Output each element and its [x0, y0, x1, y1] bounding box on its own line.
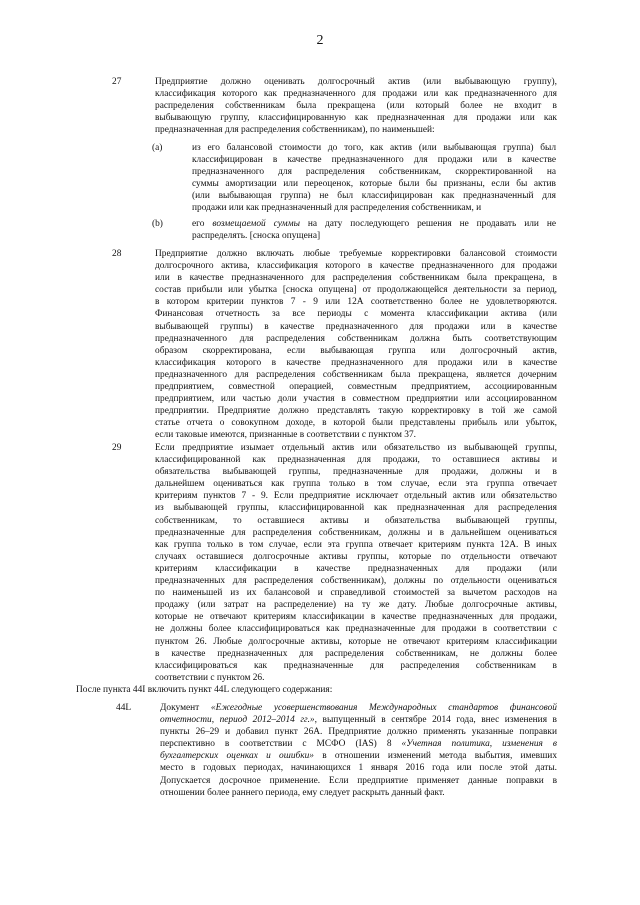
emphasis-text: «Ежегодные усовершенствования Международных стандартов финансовой: [210, 703, 557, 713]
text-line: предназначенного для распределения собственникам, скорректированной на: [192, 167, 556, 178]
text-line: предприятии. Предприятие должно представлять такую корректировку в той же самой: [155, 406, 557, 417]
text-line: из выбывающей группы, классифицированной как предназначенная для распределения: [155, 503, 557, 514]
text-line: предназначенного для распределения собственникам была прекращена, является дочерним: [155, 369, 557, 380]
subitem-a: [192, 142, 556, 215]
text-line: предприятием, или частью доли участия в совместном предприятии или ассоциированном: [155, 394, 557, 405]
text-line: Предприятие должно оценивать долгосрочный актив (или выбывающую группу),: [155, 77, 557, 87]
paragraph-27: [155, 76, 557, 136]
text-line: предназначенная для распределения собственникам), по наименьшей:: [155, 125, 435, 136]
text-line: выбывающую группу, классифицированную как предназначенная для продажи или как: [155, 113, 557, 124]
page-number: 2: [316, 33, 324, 48]
text-line: Предприятие должно включать любые требуемые корректировки балансовой стоимости: [155, 249, 557, 259]
text-line: место в годовых периодах, начинающихся 1 января 2016 года или после этой даты.: [160, 763, 557, 774]
text-line: не должны более классифицироваться как предназначенные для продажи в соответствии с: [155, 624, 557, 635]
text-run: на дату последующего решения не продавать или не: [299, 219, 556, 229]
text-line: пункты 26–29 и добавил пункт 26А. Предприятие должно применять указанные поправки: [160, 727, 557, 738]
text-line: классифицированной как предназначенная для продажи, то оставшиеся активы и: [155, 455, 557, 466]
text-line: состав прибыли или убытка [сноска опущена] от продолжающейся деятельности за период,: [155, 285, 557, 296]
text-line: предназначенные для распределения собственникам, должны и в дальнейшем оцениваться: [155, 527, 557, 538]
text-line: пунктом 26. Любые долгосрочные активы, которые не отвечают критериям классификации: [155, 636, 557, 647]
text-line: Если предприятие изымает отдельный актив или обязательство из выбывающей группы,: [155, 443, 557, 453]
paragraph-number-27: 27: [112, 77, 122, 87]
text-run: , выпущенный в сентябре 2014 года, внес изменения в: [314, 715, 557, 726]
insertion-instruction: После пункта 44I включить пункт 44L следующего содержания:: [76, 685, 333, 695]
text-line: выбывающей группы) в качестве предназначенного для продажи или в качестве: [155, 321, 557, 332]
text-run: в отношении изменений метода выбытия, имевших: [314, 751, 558, 762]
text-line: классифицирован в качестве предназначенного для продажи или в качестве: [192, 155, 556, 166]
text-line: случаях оставшиеся долгосрочные активы группы, которые по отдельности отвечают: [155, 551, 557, 562]
text-line: распределять. [сноска опущена]: [192, 231, 321, 242]
paragraph-number-29: 29: [112, 443, 122, 453]
text-line: предприятием, совместной операцией, совместным предприятием, ассоциированным: [155, 382, 557, 393]
text-line: соответствии с пунктом 26.: [155, 672, 265, 683]
text-line: классификация которого в качестве предназначенного для продажи или в качестве: [155, 357, 557, 368]
text-line: из его балансовой стоимости до того, как актив (или выбывающая группа) был: [192, 143, 556, 153]
text-run: перспективно в соответствии с МСФО (IAS) 8: [160, 739, 402, 750]
paragraph-28: [155, 248, 557, 442]
text-line: предназначенных для распределения собственникам), должны по отдельности оцениваться: [155, 576, 557, 587]
emphasis-text: «Учетная политика, изменения в: [401, 739, 557, 750]
text-line: как группа только в том случае, если эта группа отвечает критериям пункта 12А. В иных: [155, 539, 557, 550]
text-line: классификация которого как предназначенного для продажи или как предназначенного для: [155, 89, 557, 100]
text-line: продажу (или затрат на распределение) на ту же дату. Любые долгосрочные активы,: [155, 600, 557, 611]
paragraph-44l: [160, 702, 557, 799]
text-line: обязательства выбывающей группы, предназначенные для продажи, должны и в: [155, 467, 557, 478]
paragraph-29: [155, 442, 557, 684]
text-line: критериям классификации в качестве предназначенных для продажи (или: [155, 563, 557, 574]
text-line: распределения собственникам была прекращена (или который более не входит в: [155, 101, 557, 112]
text-line: Допускается досрочное применение. Если предприятие применяет данные поправки в: [160, 775, 557, 786]
text-line: [160, 702, 557, 714]
emphasis-text: возмещаемой суммы: [212, 219, 300, 229]
text-run: его: [192, 219, 213, 229]
text-line: если таковые имеются, признанные в соответствии с пунктом 37.: [155, 430, 416, 441]
text-line: (или выбывающая группа) не был классифицирован как предназначенный для: [192, 191, 556, 202]
text-line: в котором критерии пунктов 7 - 9 или 12А соответственно более не удовлетворяются.: [155, 297, 557, 308]
text-line: критериям пунктов 7 - 9. Если предприятие исключает отдельный актив или обязательство: [155, 491, 557, 502]
subitem-label-b: (b): [152, 219, 163, 229]
emphasis-text: отчетности, период 2012–2014 гг.»: [160, 715, 315, 726]
emphasis-text: бухгалтерских оценках и ошибки»: [160, 751, 314, 762]
text-line: [192, 218, 556, 230]
text-line: дальнейшем оцениваться как группа только в том случае, если эта группа отвечает: [155, 479, 557, 490]
text-line: [160, 750, 557, 762]
text-line: которые не отвечают критериям классификации в качестве предназначенных для продажи,: [155, 612, 557, 623]
subitem-label-a: (a): [152, 143, 163, 153]
paragraph-number-44l: 44L: [116, 703, 132, 713]
text-line: образом скорректирована, если выбывающая группа или долгосрочный актив,: [155, 345, 557, 356]
text-line: собственникам, то оставшиеся активы и обязательства выбывающей группы,: [155, 515, 557, 526]
text-line: или в качестве предназначенного для распределения собственникам была прекращена, в: [155, 273, 557, 284]
text-line: суммы амортизации или переоценок, которые были бы признаны, если бы актив: [192, 179, 556, 190]
text-line: отношении более раннего периода, ему следует раскрыть данный факт.: [160, 787, 445, 798]
paragraph-number-28: 28: [112, 249, 122, 259]
text-line: в качестве предназначенных для распределения собственникам, не должны более: [155, 648, 557, 659]
text-line: Финансовая отчетность за все периоды с момента классификации актива (или: [155, 309, 557, 320]
text-line: продажи или как предназначенный для распределения собственникам, и: [192, 203, 482, 214]
text-line: по наименьшей из их балансовой и справедливой стоимостей за вычетом расходов на: [155, 588, 557, 599]
text-line: долгосрочного актива, классификация которого в качестве предназначенного для продажи: [155, 261, 557, 272]
subitem-b: [192, 218, 556, 242]
text-line: [160, 738, 557, 750]
text-line: предназначенного для распределения собственникам должна быть соответствующим: [155, 333, 557, 344]
text-line: статье отчета о совокупном доходе, в которой были представлены прибыль или убыток,: [155, 418, 557, 429]
text-line: [160, 714, 557, 726]
text-run: Документ: [160, 703, 211, 713]
text-line: классифицироваться как предназначенные для распределения собственникам в: [155, 660, 557, 671]
